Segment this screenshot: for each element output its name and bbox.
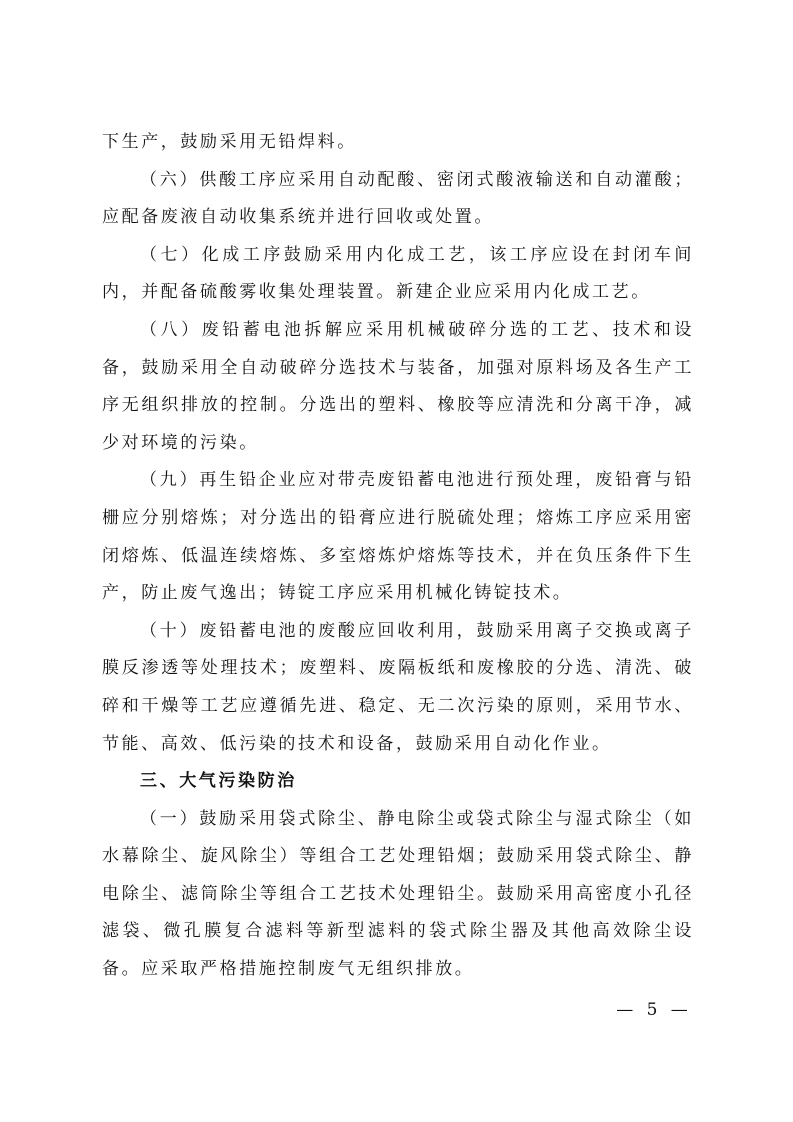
paragraph-item-8: （八）废铅蓄电池拆解应采用机械破碎分选的工艺、技术和设备，鼓励采用全自动破碎分选技术与装备，加强对原料场及各生产工序无组织排放的控制。分选出的塑料、橡胶等应清洗和分离干净，减少对环境的污染。	[102, 319, 694, 453]
paragraph-item-9: （九）再生铅企业应对带壳废铅蓄电池进行预处理，废铅膏与铅栅应分别熔炼；对分选出的铅膏应进行脱硫处理；熔炼工序应采用密闭熔炼、低温连续熔炼、多室熔炼炉熔炼等技术，并在负压条件下生产，防止废气逸出；铸锭工序应采用机械化铸锭技术。	[102, 470, 694, 604]
paragraph-continuation: 下生产，鼓励采用无铅焊料。	[102, 132, 357, 152]
section-paragraph-item-1: （一）鼓励采用袋式除尘、静电除尘或袋式除尘与湿式除尘（如水幕除尘、旋风除尘）等组合工艺处理铅烟；鼓励采用袋式除尘、静电除尘、滤筒除尘等组合工艺技术处理铅尘。鼓励采用高密度小孔径滤袋、微孔膜复合滤料等新型滤料的袋式除尘器及其他高效除尘设备。应采取严格措施控制废气无组织排放。	[102, 808, 694, 980]
page-number: — 5 —	[616, 1000, 692, 1020]
body-text	[102, 124, 694, 989]
paragraph-item-7: （七）化成工序鼓励采用内化成工艺，该工序应设在封闭车间内，并配备硫酸雾收集处理装置。新建企业应采用内化成工艺。	[102, 244, 694, 303]
paragraph-item-10: （十）废铅蓄电池的废酸应回收利用，鼓励采用离子交换或离子膜反渗透等处理技术；废塑料、废隔板纸和废橡胶的分选、清洗、破碎和干燥等工艺应遵循先进、稳定、无二次污染的原则，采用节水、节能、高效、低污染的技术和设备，鼓励采用自动化作业。	[102, 620, 694, 754]
section-heading: 三、大气污染防治	[140, 771, 297, 792]
paragraph-item-6: （六）供酸工序应采用自动配酸、密闭式酸液输送和自动灌酸；应配备废液自动收集系统并进行回收或处置。	[102, 169, 694, 228]
